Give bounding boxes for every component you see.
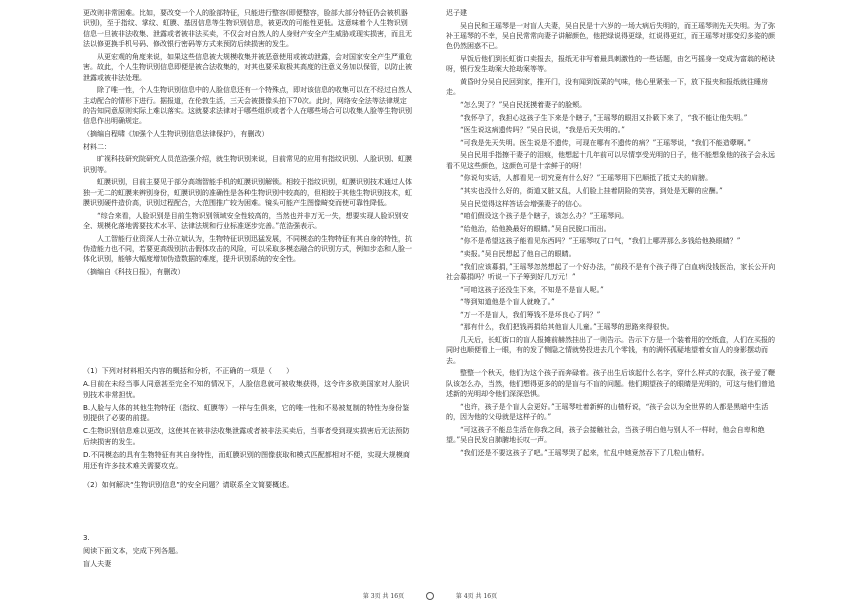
paragraph: 除了唯一性，个人生物识别信息中的人脸信息还有一个特殊点，即对该信息的收集可以在不经过自然人主动配合的情形下进行。据报道，在伦敦生活，三天会被摄像头拍下70次。此时，网络安全法等法律规定的告知同意原则实际上难以落实。这就要求法律对于哪些组织或者个人在哪些场合可以收集人脸等生物识别信息作出明确规定。: [83, 86, 412, 126]
option-d: D.不同模态的具有生物特征有其自身特性，而虹膜识别的图像获取和模式匹配都相对不便，实现大规模商用还有许多技术难关需要攻克。: [83, 450, 410, 470]
paragraph: 从更宏观的角度来说，如果这些信息被大规模收集并被恶意使用或被动泄露，会对国家安全产生严重危害。故此，个人生物识别信息即便是被合法收集的，对其也要采取极其高度的注意义务加以保管，以防止被泄露或被非法处理。: [83, 52, 412, 82]
paragraph: 人工智能行业资深人士孙立斌认为，生物特征识别迅猛发展，不同模态的生物特征有其自身的特性，抗伪造能力也不同，若要更高级别抗击假体攻击的风险，可以采取多模态融合的识别方式，例如步态和人脸一体化识别，能够大幅度增加伪造数据的难度，提升识别系统的安全性。: [83, 234, 412, 264]
paragraph: “可我是先天失明。医生说是不遗传，可现在哪有不遗传的病？”王瑶琴说，“我们不能造孽啊。”: [460, 138, 751, 147]
paragraph: 黄昏时分吴自民回到家，推开门，没有闻到饭菜的气味，他心里紧张一下，放下报夹和报纸就往睡房走。: [446, 78, 768, 97]
paragraph: “我怀孕了，我担心这孩子生下来是个瞎子，”王瑶琴的眼泪又扑簌下来了，“我不能让他失明。”: [460, 113, 748, 122]
paragraph: “其实也没什么好的，街道又脏又乱，人们脸上挂着阴险的笑容，到处是无聊的应酬。”: [460, 186, 723, 195]
source-note: （摘编自程啸《加强个人生物识别信息法律保护》，有删改）: [83, 130, 269, 139]
page-number-right: 第 4页 共 16页: [455, 592, 498, 600]
paragraph: “怎么哭了？”吴自民抚摸着妻子的脸颊。: [460, 101, 587, 109]
paragraph: 更改则非常困难。比如，要改变一个人的脸部特征，只能进行整容(即便整容，脸部大部分特征仍会被机器识别)，至于指纹、掌纹、虹膜、基因信息等生物识别信息，被更改的可能性更低。这意味着个人生物识别信息一旦被非法收集、泄露或者被非法买卖，不仅会对自然人的人身财产安全产生威胁或现实损害，而且无法以修更换手机号码、修改银行密码等方式来预防后续损害的发生。: [83, 9, 412, 49]
question-block: [83, 366, 415, 572]
source-note: （摘编自《科技日报》，有删改）: [83, 268, 185, 277]
paragraph: 几天后，长虹街口的盲人报摊前赫然挂出了一则告示。告示下方是一个装着用的空纸盒，人们在买报的同时也顺便看上一眼，有的发了恻隐之情就势投进去几个零钱，有的满怀孤疑地望着女盲人的身影摆动而去。: [446, 335, 775, 365]
question-1: （1）下列对材料相关内容的概括和分析，不正确的一项是（ ）: [83, 366, 294, 375]
story-title: 盲人夫妻: [83, 559, 112, 569]
question-2: （2）如何解决“生物识别信息”的安全问题？请联系全文简要概述。: [83, 479, 294, 489]
author: 迟子建: [446, 9, 467, 17]
right-column: [446, 8, 776, 460]
paragraph: “给他治，给他换最好的眼睛。”吴自民脱口而出。: [460, 224, 611, 233]
paragraph: 吴自民和王瑶琴是一对盲人夫妻，吴自民是十六岁的一场大病后失明的，而王瑶琴则先天失明。为了弥补王瑶琴的不幸，吴自民常常向妻子讲解颜色，他把绿说得更绿，红说得更红，而王瑶琴对那变幻多姿的颜色仍然困惑不已。: [446, 21, 775, 51]
material-heading: 材料二：: [83, 142, 111, 151]
circle-icon: [426, 592, 434, 600]
paragraph: “我们还是不要这孩子了吧。”王瑶琴哭了起来，忙乱中她竟然吞下了几粒山楂籽。: [460, 448, 709, 457]
question-3-instruction: 阅读下面文本，完成下列各题。: [83, 546, 183, 556]
paragraph: “等到知道他是个盲人就晚了。”: [460, 298, 555, 307]
paragraph: 旷视科技研究院研究人员范浩强介绍，就生物识别来说，目前常见的应用有指纹识别、人脸识别、虹膜识别等。: [83, 155, 412, 174]
paragraph: “可咱这孩子还没生下来，不知是不是盲人呢。”: [460, 285, 604, 294]
paragraph: 早饭后他们到长虹街口卖报去，报纸无非写着最具刺激性的一些话题，由乞丐摇身一变成为富翁的秘诀呀，银行发生劫案大抢劫案等等。: [446, 55, 775, 74]
option-c: C.生物识别信息难以更改，这使其在被非法收集泄露或者被非法买卖后，当事者受到现实损害后无法预防后续损害的发生。: [83, 426, 410, 447]
paragraph: 虹膜识别，目前主要见于部分高端智能手机的虹膜识别解锁。相较于指纹识别，虹膜识别技术通过人体独一无二的虹膜来辨别身份，虹膜识别的准确性是各种生物识别中较高的，但相较于其他生物识别技术，虹膜识别硬件造价高，识别过程配合，大范围推广较为困难。镜头可能产生图像畸变而使可靠性降低。: [83, 178, 412, 208]
paragraph: “咱们假设这个孩子是个瞎子，该怎么办？”王瑶琴问。: [460, 212, 629, 221]
page-number-left: 第 3页 共 16页: [362, 592, 405, 600]
paragraph: “那有什么，我们把钱再捐给其他盲人儿童。”王瑶琴的思路来得很快。: [460, 323, 674, 332]
paragraph: “你说句实话，人都看见一切究竟有什么好？”王瑶琴用下巴顺抵了抵丈夫的肩膀。: [460, 174, 713, 183]
question-3-number: 3.: [83, 532, 90, 542]
paragraph: 吴自民觉得这样答话会增强妻子的信心。: [460, 199, 586, 208]
option-a: A.目前在未经当事人同意甚至完全不知的情况下，人脸信息就可被收集获得，这令许多欧美国家对人脸识别技术非常担忧。: [83, 379, 410, 399]
paragraph: “你不是希望这孩子能看见东西吗？”王瑶琴叹了口气，“我们上哪弄那么多钱给他换眼睛？”: [460, 237, 741, 246]
paragraph: 整整一个秋天，他们为这个孩子而奔碌着。孩子出生后该起什么名字，穿什么样式的衣服，孩子爱了鞭队该怎么办，当然，他们想得更多的的是盲与不盲的问题。他们期望孩子的眼睛是光明的，可这与他们曾追述新的光明却令他们深深恐惧。: [446, 369, 775, 399]
paragraph: “我们应该募捐，”王瑶琴忽然想起了一个好办法，“前段不是有个孩子得了白血病没钱医治，家长公开向社会募捐吗？听说一下子筹到好几万元！”: [446, 262, 776, 281]
paragraph: “也许，孩子是个盲人会更好。”王瑶琴吐着新鲜的山楂籽说，“孩子会以为全世界的人都是黑暗中生活的，因为他的父母就是这样子的。”: [446, 402, 769, 422]
paragraph: “综合来看，人脸识别是目前生物识别领域安全性较高的，当然也并非万无一失，想要实现人脸识别安全、规模化落地需要技术水平、法律法规和行业标准逐步完善。”范浩强表示。: [83, 211, 409, 231]
left-column: [83, 8, 413, 280]
paragraph: “卖报。”吴自民想起了他自己的眼睛。: [460, 249, 576, 258]
paragraph: “医生说这病遗传吗？”吴自民说，“我是后天失明的。”: [460, 126, 625, 135]
paragraph: “万一不是盲人，我们筹钱不是坏良心了吗？”: [460, 310, 601, 319]
page-footer: [0, 591, 860, 601]
paragraph: “可这孩子不能总生活在你我之间，孩子会接触社会，当孩子明白他与别人不一样时，他会自卑和绝望。”吴自民发自肺腑地长叹一声。: [446, 425, 765, 445]
paragraph: 吴自民用手指擦干妻子的泪痕，他想起十几年前可以尽情享受光明的日子，他不能想象他的孩子会永远看不见这些颜色，这颜色可是十亲鲜于的呀！: [446, 151, 775, 170]
option-b: B.人脸与人体的其他生物特征（指纹、虹膜等）一样与生俱来，它的唯一性和不易被复制的特性为身份鉴别提供了必要的前提。: [83, 402, 410, 423]
